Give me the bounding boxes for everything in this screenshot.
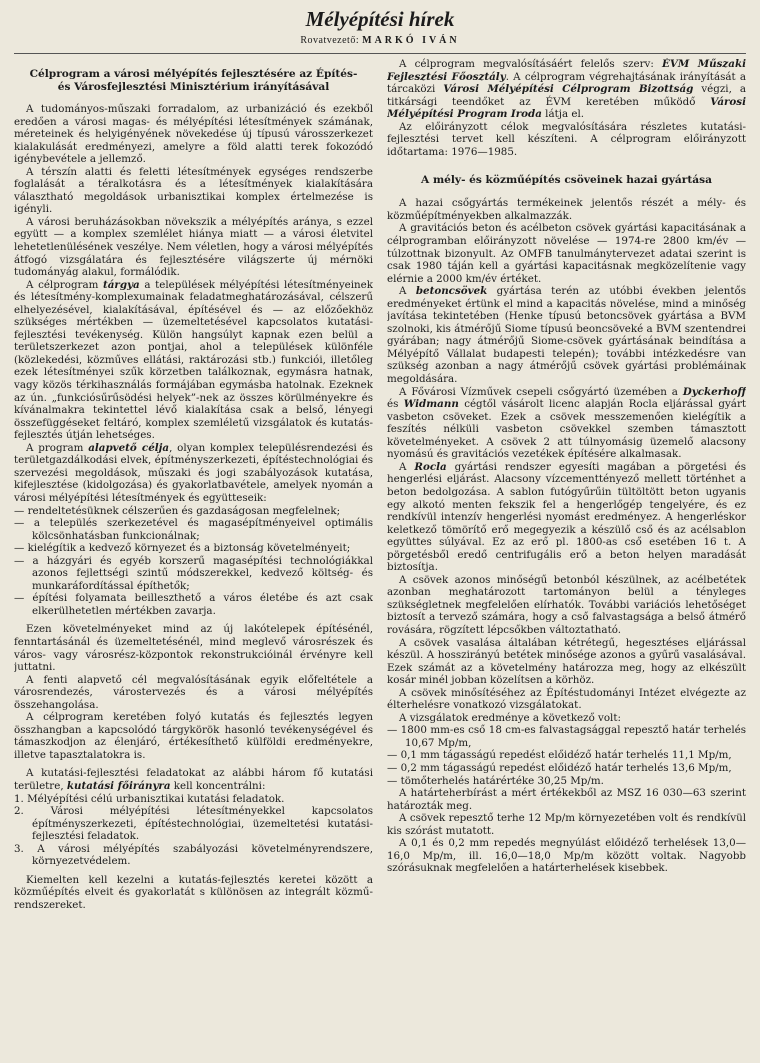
emphasis: tárgya — [103, 278, 140, 291]
list-item: — kielégítik a kedvező környezet és a biztonság követelményeit; — [14, 542, 351, 555]
paragraph: A térszín alatti és feletti létesítmények egységes rendszerbe foglalását a téralkotásra és a létesítmények kialakítására választható megoldások urbanisztikai komplex értelmezése is igényli. — [14, 165, 373, 216]
header-rule — [14, 53, 746, 54]
paragraph: A kutatási-fejlesztési feladatokat az alábbi három fő kutatási területre, kutatási főirányra kell koncentrálni: — [14, 767, 373, 792]
paragraph: A vizsgálatok eredménye a következő volt: — [399, 711, 621, 724]
editor-name: MARKÓ IVÁN — [362, 35, 460, 46]
emphasis: alapvető célja — [88, 441, 170, 454]
paragraph: A csövek azonos minőségű betonból készülnek, az acélbetétek azonban meghatározott tartományon belül a tényleges szükségletnek megfelelően elírhatók. További variációs lehetőséget biztosít a tervező számára, hogy a cső falvastagsága a belső átmérő rovására, rögzített lépcsőkben változtatható. — [387, 573, 746, 636]
emphasis: kutatási főirányra — [66, 779, 171, 792]
column-editor — [14, 34, 746, 48]
list-item: — rendeltetésüknek célszerűen és gazdaságosan megfelelnek; — [14, 504, 341, 517]
paragraph: A betoncsövek gyártása terén az utóbbi években jelentős eredményeket értünk el mind a kapacitás növelése, mind a minőség javítása tekintetében (Henke típusú betoncsövek gyártása a BVM szolnoki, kis átmérőjű Siome típusú beoncsöveké a BVM szentendrei gyárában; nagy átmérőjű Siome-csövek gyártásának beindítása a Mélyépítő Vállalat budapesti telepén); további intézkedésre van szükség azonban a nagy átmérőjű csövek gyártási problémáinak megoldására. — [387, 285, 746, 386]
list-item: 1. Mélyépítési célú urbanisztikai kutatási feladatok. — [14, 792, 285, 805]
paragraph: A célprogram keretében folyó kutatás és fejlesztés legyen összhangban a kapcsolódó tárgykörök hasonló tevékenységével és támaszkodjon az élenjáró, értékesíthető külföldi eredményekre, illetve tapasztalatokra is. — [14, 711, 373, 761]
paragraph: Kiemelten kell kezelni a kutatás-fejlesztés keretei között a közműépítés elveit és gyakorlatát s különösen az integrált közmű-rendszereket. — [14, 873, 373, 911]
article-columns — [14, 58, 746, 1060]
paragraph: A Rocla gyártási rendszer egyesíti magában a pörgetési és hengerlési eljárást. Alacsony vízcementtényező mellett történhet a beton bedolgozása. A sablon futógyűrűin tültöltött beton ugyanis egy alkotó menten fekszik fel a hengerlőgép tengelyére, és ez rendkívül intenzív hengerlési nyomást eredményez. A hengerléskor keletkező tömörítő erő megegyezik a készülő cső és az acélsablon együttes súlyával. Ez az erő pl. 1800-as cső esetében 16 t. A pörgetésből eredő centrifugális erő a beton helyen maradását biztosítja. — [387, 460, 746, 574]
list-item: — építési folyamata beilleszthető a város életébe és azt csak elkerülhetetlen mértékben zavarja. — [14, 592, 373, 617]
paragraph: Az előirányzott célok megvalósítására részletes kutatási-fejlesztési tervet kell készíteni. A célprogram előirányzott időtartama: 1976—1985. — [387, 120, 746, 158]
paragraph: A csövek repesztő terhe 12 Mp/m környezetében volt és rendkívül kis szórást mutatott. — [387, 812, 746, 837]
list-item: 3. A városi mélyépítés szabályozási követelményrendszere, környezetvédelem. — [14, 842, 373, 868]
list-item: — 0,2 mm tágasságú repedést előidéző határ terhelés 13,6 Mp/m, — [387, 761, 732, 774]
list-item: — tömőterhelés határértéke 30,25 Mp/m. — [387, 774, 604, 787]
paragraph: A célprogram megvalósításáért felelős szerv: ÉVM Műszaki Fejlesztési Főosztály. A célprogram végrehajtásának irányítását a tárcaközi Városi Mélyépítési Célprogram Bizottság végzi, a titkársági teendőket az ÉVM keretében működő Városi Mélyépítési Program Iroda látja el. — [387, 58, 746, 121]
paragraph: A csövek vasalása általában kétrétegű, hegesztéses eljárással készül. A hosszirányú betétek minősége azonos a gyűrű vasalásával. Ezek számát az a követelmény határozza meg, hogy az elkészült kosár minél jobban közelítsen a körhöz. — [387, 636, 746, 687]
research-areas-list — [14, 793, 373, 868]
paragraph: A határteherbírást a mért értékekből az MSZ 16 030—63 szerint határozták meg. — [387, 787, 746, 812]
list-item: — 0,1 mm tágasságú repedést előidéző határ terhelés 11,1 Mp/m, — [387, 749, 732, 762]
paragraph: A célprogram tárgya a települések mélyépítési létesítményeinek és létesítmény-komplexumainak feladatmeghatározásával, célszerű elhelyezésével, kialakításával, építésével és — az előzőekhöz szükséges mértékben — üzemeltetésével kapcsolatos kutatási-fejlesztési tevékenység. Külön hangsúlyt kapnak ezen belül a területszerkezet azon pontjai, ahol a települések különféle (közlekedési, közműves ellátási, raktározási stb.) funkciói, illetőleg ezek létesítményei szűk körzetben találkoznak, egymásra hatnak, vagy közös térkihasználás formájában egymásba hatolnak. Ezeknek az ún. „funkciósűrűsödési helyek”-nek az összes körülményekre és kívánalmakra tekintettel lévő kialakítása csak a belső, lényegi összefüggéseket feltáró, komplex szemléletű vizsgálatok és kutatás-fejlesztés útján lehetséges. — [14, 278, 373, 442]
paragraph: A 0,1 és 0,2 mm repedés megnyúlást előidéző terhelések 13,0—16,0 Mp/m, ill. 16,0—18,0 Mp/m között voltak. Nagyobb szórásuknak megfelelően a határterhelések kisebbek. — [387, 837, 746, 875]
paragraph: Ezen követelményeket mind az új lakótelepek építésénél, fenntartásánál és üzemeltetésénél, mind meglevő városrészek és város- vagy városrész-központok rekonstrukcióinál érvényre kell juttatni. — [14, 623, 373, 674]
paragraph: A csövek minősítéséhez az Építéstudományi Intézet elvégezte az élterhelésre vonatkozó vizsgálatokat. — [387, 686, 746, 712]
article-headline: Célprogram a városi mélyépítés fejlesztésére az Építés- és Városfejlesztési Minisztérium irányításával — [29, 68, 358, 93]
paragraph: A fenti alapvető cél megvalósításának egyik előfeltétele a városrendezés, várostervezés és a városi mélyépítés összehangolása. — [14, 673, 373, 711]
article-headline: A mély- és közműépítés csöveinek hazai gyártása — [421, 174, 712, 187]
list-item: — a házgyári és egyéb korszerű magasépítési technológiákkal azonos fejlettségi szintű módszerekkel, kedvező költség- és munkaráfordítással építhetők; — [14, 554, 373, 592]
emphasis: Rocla — [414, 460, 447, 473]
paragraph: A program alapvető célja, olyan komplex településrendezési és területgazdálkodási elvek, építményszerkezeti, építéstechnológiai és szervezési megoldások, műszaki és jogi szabályozások kutatása, kifejlesztése (kidolgozása) és gyakorlatbavétele, amelyek nyomán a városi mélyépítési létesítmények és együtteseik: — [14, 441, 373, 504]
paragraph: A hazai csőgyártás termékeinek jelentős részét a mély- és közműépítményekben alkalmazzák. — [387, 197, 746, 222]
list-item: 2. Városi mélyépítési létesítményekkel kapcsolatos építményszerkezeti, építéstechnológiai, üzemeltetési kutatási-fejlesztési feladatok. — [14, 805, 373, 843]
paragraph: A Fővárosi Vízművek csepeli csőgyártó üzemében a Dyckerhoff és Widmann cégtől vásárolt licenc alapján Rocla eljárással gyárt vasbeton csöveket. Ezek a csövek messzemenően kielégítik a feszítés nélküli vasbeton csövekkel szemben támasztott követelményeket. A csövek 2 att túlnyomásig üzemelő alacsony nyomású és gravitációs vezetékek építésére alkalmasak. — [387, 385, 746, 461]
list-item: — 1800 mm-es cső 18 cm-es falvastagsággal repesztő határ terhelés 10,67 Mp/m, — [387, 724, 746, 749]
paragraph: A tudományos-műszaki forradalom, az urbanizáció és ezekből eredően a városi magas- és mélyépítési létesítmények számának, méreteinek és helyigényének növekedése új típusú városszerkezet kialakulását eredményezi, amelyre a föld alatti terek fokozódó igénybevétele a jellemző. — [14, 103, 373, 166]
editor-prefix: Rovatvezető: — [300, 35, 360, 46]
section-title: Mélyépítési hírek — [305, 7, 455, 31]
masthead — [14, 6, 746, 48]
paragraph: A gravitációs beton és acélbeton csövek gyártási kapacitásának a célprogramban előirányzott növelése — 1974-re 2800 km/év — túlzottnak bizonyult. Az OMFB tanulmánytervezet adatai szerint is csak 1980 táján kell a gyártási kapacitásnak megközelítenie vagy elérnie a 2000 km/év értéket. — [387, 222, 746, 285]
emphasis: betoncsövek — [415, 285, 488, 298]
paragraph: A városi beruházásokban növekszik a mélyépítés aránya, s ezzel együtt — a komplex szemlélet hiánya miatt — a városi életvitel lehetetlenülésének veszélye. Nem véletlen, hogy a városi mélyépítés átfogó vizsgálatára és fejlesztésére világszerte új mérnöki tudományág alakul, formálódik. — [14, 215, 373, 279]
test-results-list — [387, 724, 746, 787]
list-item: — a település szerkezetével és magasépítményeivel optimális kölcsönhatásban funkcionálnak; — [14, 517, 373, 542]
left-column — [14, 58, 373, 1060]
requirements-list — [14, 505, 373, 618]
right-column — [387, 58, 746, 1060]
